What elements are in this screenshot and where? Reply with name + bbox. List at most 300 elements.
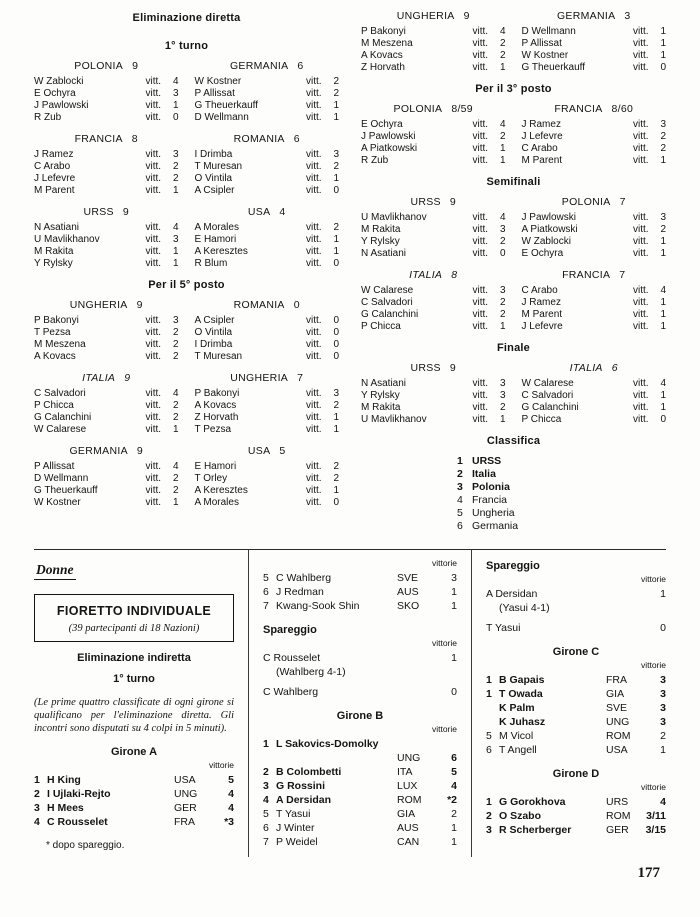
victories: 2 [660, 730, 666, 742]
playoff-title: Spareggio [486, 560, 540, 572]
team-sabre-results-section [34, 10, 666, 537]
playoff-row [486, 621, 666, 635]
team-score: 7 [297, 372, 304, 384]
player-name: T Muresan [194, 161, 243, 172]
country-name: Italia [472, 468, 496, 480]
country-code: SVE [606, 702, 628, 714]
team-name: USA [247, 445, 271, 457]
player-name: J Ramez [521, 297, 561, 308]
victories-count: 2 [499, 38, 506, 49]
classifica-row [457, 507, 666, 520]
player-name: U Mavlikhanov [361, 212, 427, 223]
player-result [306, 185, 339, 197]
victories-count: 3 [172, 315, 179, 326]
vitt-label: vitt. [633, 224, 649, 235]
country-name: Francia [472, 494, 508, 506]
victories-count: 2 [333, 473, 339, 484]
player-name: P Bakonyi [34, 315, 79, 326]
player-result [146, 351, 179, 363]
team-block [34, 372, 179, 436]
country-code: ROM [397, 794, 422, 806]
player-result [633, 119, 666, 131]
top-right-column [361, 10, 666, 537]
player-row [34, 461, 179, 473]
team-header [34, 60, 179, 72]
team-header [522, 362, 667, 374]
player-row [34, 112, 179, 124]
vitt-label: vitt. [306, 88, 322, 99]
player-row [195, 88, 340, 100]
name-spacer [276, 751, 397, 765]
player-name: G Calanchini [34, 412, 92, 423]
player-name: A Csipler [194, 315, 235, 326]
country-code: UNG [174, 788, 198, 800]
player-row [361, 402, 506, 414]
team-header [522, 269, 667, 281]
girone-a-continuation-table [263, 571, 457, 613]
match [34, 372, 339, 436]
player-name: P Allissat [521, 38, 562, 49]
player-name: P Chicca [34, 400, 74, 411]
player-result [633, 236, 666, 248]
women-foil-section [34, 550, 666, 857]
player-row [195, 473, 340, 485]
player-row [522, 155, 667, 167]
page-number: 177 [637, 865, 660, 881]
vitt-label: vitt. [306, 246, 322, 257]
player-result [146, 234, 179, 246]
player-result [306, 327, 339, 339]
victories: 3 [660, 688, 666, 700]
girone-row [263, 835, 457, 849]
player-name: D Wellmann [34, 473, 89, 484]
player-result [306, 351, 339, 363]
vitt-label: vitt. [472, 402, 489, 413]
victories-count: 1 [499, 155, 506, 166]
player-name: A Kovacs [361, 50, 403, 61]
vittorie-column-label: vittorie [640, 782, 666, 792]
player-row [34, 388, 179, 400]
player-row [195, 412, 340, 424]
vitt-label: vitt. [145, 222, 162, 233]
player-row [34, 497, 179, 509]
girone-row [263, 599, 457, 613]
player-row [361, 248, 506, 260]
vitt-label: vitt. [145, 400, 162, 411]
fencer-rank [486, 701, 499, 715]
victories-count: 4 [172, 388, 179, 399]
team-header [361, 196, 506, 208]
player-result [146, 497, 179, 509]
qualification-note: (Le prime quattro classificate di ogni girone si qualificano per l'eliminazione diretta. Gli incontri sono disputati su 4 colpi in 5 minuti). [34, 697, 234, 734]
player-name: G Calanchini [521, 402, 579, 413]
fencer-rank: 6 [486, 744, 492, 756]
vitt-label: vitt. [306, 173, 322, 184]
team-score: 8/59 [451, 103, 473, 115]
player-row [195, 327, 340, 339]
vitt-label: vitt. [633, 50, 649, 61]
player-result [633, 131, 666, 143]
country-code: UNG [606, 716, 630, 728]
team-name: ROMANIA [233, 133, 285, 145]
player-result [473, 212, 506, 224]
player-result [146, 412, 179, 424]
fencer-name: C Wahlberg [276, 572, 332, 584]
victories-count: 4 [499, 119, 506, 130]
player-row [361, 297, 506, 309]
player-name: E Hamori [194, 234, 237, 245]
participants-count: (39 partecipanti di 18 Nazioni) [68, 623, 200, 634]
player-row [195, 315, 340, 327]
team-name: FRANCIA [74, 133, 123, 145]
team-header [34, 133, 179, 145]
player-name: G Theuerkauff [194, 100, 259, 111]
victories-count: 1 [172, 497, 179, 508]
player-result [146, 173, 179, 185]
fencer-rank: 4 [263, 794, 269, 806]
playoff-table [486, 587, 666, 635]
vitt-label: vitt. [472, 236, 489, 247]
vitt-label: vitt. [633, 402, 649, 413]
team-block [195, 299, 340, 363]
vitt-label: vitt. [145, 327, 162, 338]
victories-count: 2 [499, 309, 506, 320]
team-score: 7 [619, 269, 626, 281]
team-score: 9 [124, 372, 131, 384]
player-result [633, 50, 666, 62]
fencer-rank: 5 [263, 808, 269, 820]
right-sections-container [361, 10, 666, 426]
girone-c-table [486, 673, 666, 757]
team-name: ITALIA [409, 269, 443, 281]
country-code: CAN [397, 836, 420, 848]
vitt-label: vitt. [472, 38, 489, 49]
vitt-label: vitt. [306, 76, 322, 87]
player-name: J Pawlowski [361, 131, 416, 142]
country-code: GER [174, 802, 197, 814]
fencer-rank: 3 [486, 824, 492, 836]
victories-count: 1 [660, 309, 666, 320]
team-name: GERMANIA [69, 445, 128, 457]
victories-count: 2 [172, 400, 179, 411]
victories: 3/15 [645, 824, 666, 836]
player-name: R Blum [194, 258, 228, 269]
vitt-label: vitt. [306, 100, 322, 111]
team-name: URSS [410, 362, 441, 374]
country-code: SKO [397, 600, 420, 612]
vitt-label: vitt. [633, 378, 649, 389]
player-row [195, 161, 340, 173]
team-block [522, 196, 667, 260]
team-name: GERMANIA [229, 60, 289, 72]
girone-row [263, 807, 457, 821]
player-name: J Lefevre [521, 131, 563, 142]
player-row [361, 155, 506, 167]
player-name: A Piatkowski [521, 224, 578, 235]
classifica-row [457, 455, 666, 468]
country-code: ROM [606, 810, 631, 822]
player-result [146, 88, 179, 100]
player-row [34, 327, 179, 339]
player-row [34, 88, 179, 100]
vitt-label: vitt. [145, 161, 162, 172]
fencer-name: G Rossini [276, 780, 326, 792]
girone-row [34, 815, 234, 829]
fencer-rank: 7 [263, 600, 269, 612]
fencer-name: R Scherberger [499, 824, 572, 836]
player-name: A Keresztes [194, 246, 248, 257]
victories-count: 0 [172, 112, 179, 123]
player-name: W Zablocki [34, 76, 84, 87]
player-row [195, 76, 340, 88]
vitt-label: vitt. [306, 185, 322, 196]
team-header [34, 299, 179, 311]
girone-row [486, 809, 666, 823]
girone-row [263, 737, 457, 751]
player-result [473, 248, 506, 260]
girone-row [263, 779, 457, 793]
team-header [195, 299, 340, 311]
player-name: Y Rylsky [361, 236, 400, 247]
player-row [361, 143, 506, 155]
victories-count: 2 [660, 143, 666, 154]
victories: 2 [451, 808, 457, 820]
vitt-label: vitt. [145, 412, 162, 423]
victories-count: 1 [660, 248, 666, 259]
player-name: N Asatiani [361, 378, 407, 389]
victories-count: 1 [172, 258, 179, 269]
vitt-label: vitt. [472, 297, 489, 308]
player-row [34, 351, 179, 363]
player-name: A Kovacs [194, 400, 237, 411]
player-result [473, 378, 506, 390]
classifica-row [457, 481, 666, 494]
victories-count: 1 [333, 485, 339, 496]
player-name: C Arabo [521, 285, 558, 296]
victories-count: 1 [333, 412, 339, 423]
victories-count: 2 [333, 161, 339, 172]
victories-count: 2 [172, 327, 179, 338]
team-score: 0 [293, 299, 300, 311]
fencer-name: B Gapais [499, 674, 545, 686]
victories-count: 2 [499, 131, 506, 142]
team-name: GERMANIA [556, 10, 616, 22]
girone-a-table [34, 773, 234, 829]
player-name: M Parent [34, 185, 75, 196]
player-name: W Calarese [34, 424, 87, 435]
vitt-label: vitt. [306, 473, 322, 484]
fencer-name: K Palm [499, 702, 535, 714]
player-name: W Kostner [34, 497, 81, 508]
girone-b-title: Girone B [336, 710, 384, 722]
player-name: A Piatkowski [361, 143, 418, 154]
player-result [473, 38, 506, 50]
victories-count: 0 [333, 258, 339, 269]
victories-count: 1 [660, 321, 666, 332]
vittorie-column-label: vittorie [640, 660, 666, 670]
team-block [522, 10, 667, 74]
player-result [306, 497, 339, 509]
round-title: 1° turno [164, 40, 209, 52]
team-name: URSS [83, 206, 114, 218]
playoff-detail: (Wahlberg 4-1) [276, 666, 346, 678]
rank: 3 [457, 481, 463, 493]
fencer-name: H Mees [47, 802, 84, 814]
team-header [361, 362, 506, 374]
player-row [34, 173, 179, 185]
victories-count: 2 [660, 131, 666, 142]
match [361, 10, 666, 74]
match [34, 445, 339, 509]
team-score: 9 [449, 196, 456, 208]
girone-row-continuation [263, 751, 457, 765]
team-name: POLONIA [561, 196, 611, 208]
round-title: Per il 3° posto [475, 83, 552, 95]
player-row [195, 246, 340, 258]
player-row [34, 339, 179, 351]
vitt-label: vitt. [145, 315, 162, 326]
vitt-label: vitt. [145, 88, 162, 99]
player-row [34, 222, 179, 234]
vitt-label: vitt. [306, 161, 322, 172]
team-header [195, 60, 340, 72]
player-name: E Ochyra [361, 119, 403, 130]
player-row [361, 236, 506, 248]
player-row [34, 424, 179, 436]
match [361, 196, 666, 260]
victories-count: 4 [499, 26, 506, 37]
player-row [195, 424, 340, 436]
fencer-name: L Sakovics-Domolky [276, 738, 379, 750]
victories-count: 0 [333, 327, 339, 338]
player-result [306, 161, 339, 173]
vitt-label: vitt. [145, 149, 162, 160]
country-code: ROM [606, 730, 631, 742]
player-name: R Zub [361, 155, 389, 166]
player-row [522, 212, 667, 224]
victories-count: 3 [499, 390, 506, 401]
vitt-label: vitt. [472, 143, 489, 154]
fencer-name: T Yasui [486, 622, 521, 634]
country-code: AUS [397, 586, 419, 598]
team-score: 6 [611, 362, 618, 374]
fencer-name: K Juhasz [499, 716, 546, 728]
player-name: C Salvadori [521, 390, 574, 401]
girone-row [263, 765, 457, 779]
team-header [195, 133, 340, 145]
victories-count: 0 [333, 315, 339, 326]
vitt-label: vitt. [472, 224, 489, 235]
playoff-footnote: * dopo spareggio. [46, 840, 125, 851]
player-result [473, 297, 506, 309]
team-block [34, 133, 179, 197]
fencer-rank: 6 [263, 822, 269, 834]
vitt-label: vitt. [145, 173, 162, 184]
victories-count: 1 [499, 62, 506, 73]
vitt-label: vitt. [633, 155, 649, 166]
team-score: 5 [279, 445, 286, 457]
vitt-label: vitt. [306, 461, 322, 472]
player-result [146, 112, 179, 124]
player-name: D Wellmann [521, 26, 576, 37]
girone-row [486, 687, 666, 701]
player-result [306, 412, 339, 424]
player-row [522, 309, 667, 321]
player-result [306, 76, 339, 88]
player-row [34, 76, 179, 88]
player-row [195, 234, 340, 246]
player-name: P Allissat [194, 88, 235, 99]
country-code: FRA [174, 816, 195, 828]
team-name: FRANCIA [554, 103, 603, 115]
player-name: A Csipler [194, 185, 235, 196]
player-row [361, 321, 506, 333]
team-header [34, 206, 179, 218]
vitt-label: vitt. [472, 248, 489, 259]
victories: 1 [451, 836, 457, 848]
fencer-name: J Redman [276, 586, 324, 598]
player-row [522, 224, 667, 236]
player-name: D Wellmann [194, 112, 249, 123]
girone-row [34, 801, 234, 815]
victories-count: 4 [499, 212, 506, 223]
direct-elimination-heading: Eliminazione diretta [132, 12, 241, 24]
player-row [195, 461, 340, 473]
player-result [633, 155, 666, 167]
player-row [34, 258, 179, 270]
player-result [633, 248, 666, 260]
player-result [146, 339, 179, 351]
player-row [522, 390, 667, 402]
player-row [522, 378, 667, 390]
victories: 3 [660, 674, 666, 686]
player-row [195, 112, 340, 124]
player-name: P Allissat [34, 461, 75, 472]
team-score: 7 [619, 196, 626, 208]
country-code: ITA [397, 766, 413, 778]
player-row [195, 258, 340, 270]
girone-row [263, 793, 457, 807]
victories-count: 4 [172, 76, 179, 87]
player-result [146, 473, 179, 485]
vitt-label: vitt. [145, 485, 162, 496]
player-name: J Pawlowski [521, 212, 576, 223]
victories-count: 1 [660, 402, 666, 413]
vitt-label: vitt. [633, 285, 649, 296]
team-block [34, 299, 179, 363]
vitt-label: vitt. [306, 315, 322, 326]
girone-c-title: Girone C [552, 646, 600, 658]
player-name: T Muresan [194, 351, 243, 362]
girone-row [263, 571, 457, 585]
girone-d-table [486, 795, 666, 837]
player-row [34, 149, 179, 161]
playoff-table [263, 651, 457, 699]
player-result [633, 143, 666, 155]
player-result [146, 185, 179, 197]
fencer-name: Kwang-Sook Shin [276, 600, 360, 612]
fencer-name: J Winter [276, 822, 315, 834]
victories-count: 1 [499, 321, 506, 332]
player-name: C Salvadori [361, 297, 413, 308]
player-result [306, 339, 339, 351]
player-result [146, 149, 179, 161]
victories-count: 1 [172, 185, 179, 196]
player-result [633, 38, 666, 50]
fencer-name: T Owada [499, 688, 543, 700]
victories-count: 1 [660, 26, 666, 37]
team-header [195, 372, 340, 384]
